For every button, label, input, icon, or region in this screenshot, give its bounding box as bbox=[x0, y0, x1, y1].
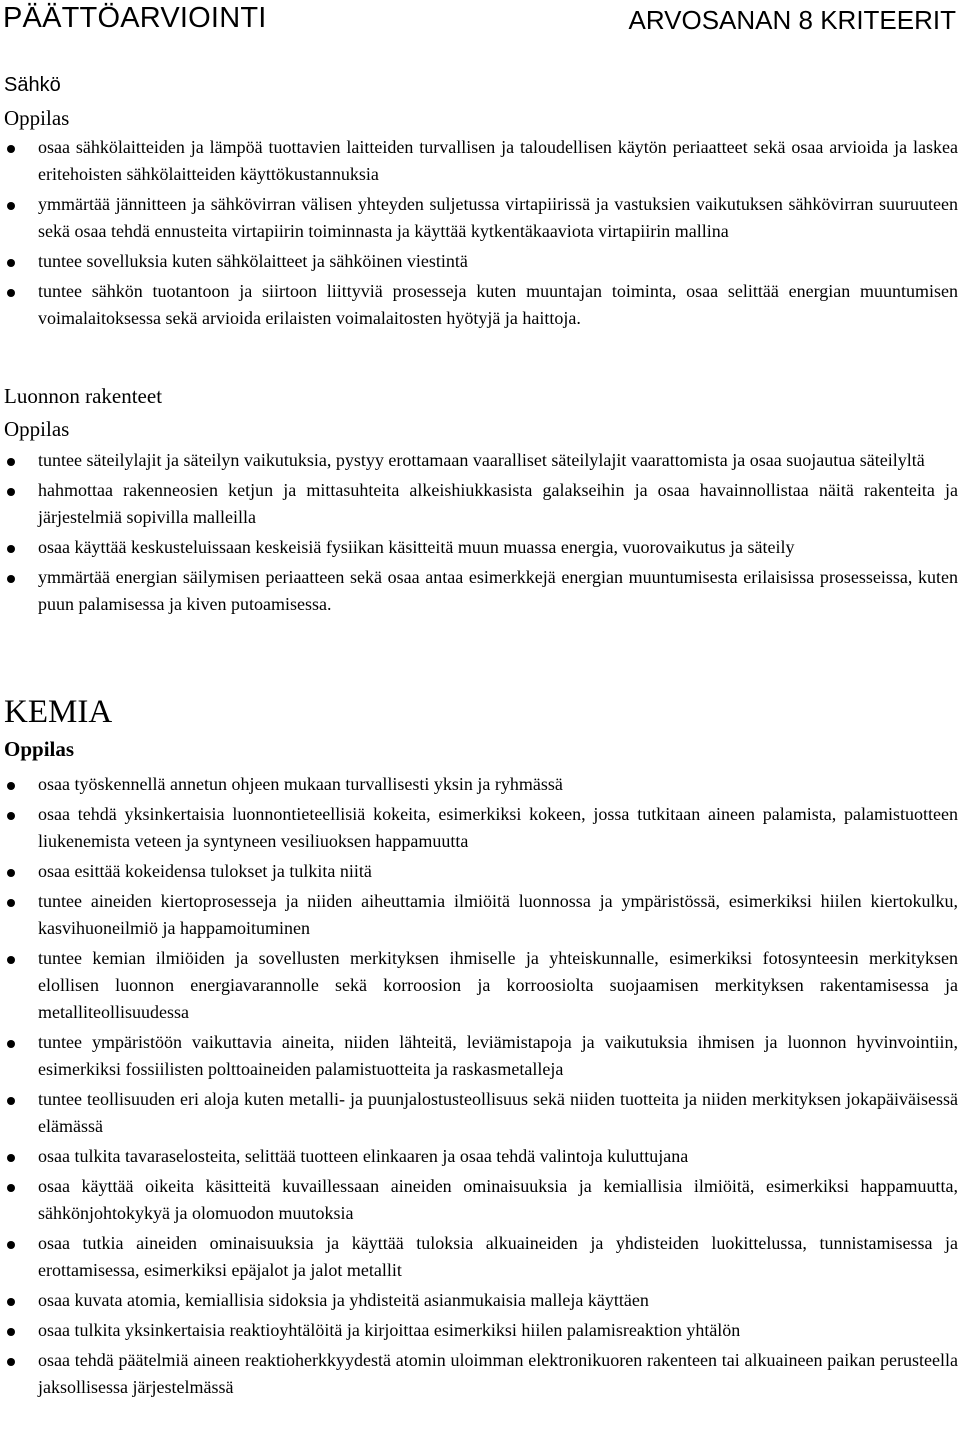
list-item: osaa sähkölaitteiden ja lämpöä tuottavien laitteiden turvallisen ja taloudellisen käytön periaatteet sekä osaa arvioida ja laskea eritehoisten sähkölaitteiden käyttökustannuksia bbox=[0, 134, 960, 188]
bullet-icon bbox=[7, 899, 15, 907]
grade-criteria-title: ARVOSANAN 8 KRITEERIT bbox=[628, 5, 956, 35]
list-item: tuntee sovelluksia kuten sähkölaitteet ja sähköinen viestintä bbox=[0, 248, 960, 275]
list-item: osaa käyttää oikeita käsitteitä kuvaillessaan aineiden ominaisuuksia ja kemiallisia ilmiöitä, esimerkiksi happamuutta, sähkönjohtokykyä ja olomuodon muutoksia bbox=[0, 1173, 960, 1227]
bullet-icon bbox=[7, 488, 15, 496]
bullet-icon bbox=[7, 1040, 15, 1048]
bullet-icon bbox=[7, 1154, 15, 1162]
section-heading-sahko: Sähkö bbox=[4, 74, 61, 96]
page-title: PÄÄTTÖARVIOINTI bbox=[3, 2, 267, 34]
list-item: tuntee kemian ilmiöiden ja sovellusten merkityksen ihmiselle ja yhteiskunnalle, esimerkiksi fotosynteesin merkityksen elollisen luonnon energiavarannolle sekä korroosion ja korroosiolta suojaamisen merkityksen rakentamisessa ja metalliteollisuudessa bbox=[0, 945, 960, 1026]
bullet-icon bbox=[7, 1328, 15, 1336]
section-list-luonnon-rakenteet bbox=[0, 447, 960, 621]
list-item: osaa tulkita tavaraselosteita, selittää tuotteen elinkaaren ja osaa tehdä valintoja kuluttujana bbox=[0, 1143, 960, 1170]
list-item: osaa esittää kokeidensa tulokset ja tulkita niitä bbox=[0, 858, 960, 885]
list-item: tuntee säteilylajit ja säteilyn vaikutuksia, pystyy erottamaan vaaralliset säteilylajit vaarattomista ja osaa suojautua säteilyltä bbox=[0, 447, 960, 474]
list-item: hahmottaa rakenneosien ketjun ja mittasuhteita alkeishiukkasista galakseihin ja osaa havainnollistaa näitä rakenteita ja järjestelmiä sopivilla malleilla bbox=[0, 477, 960, 531]
list-item: osaa käyttää keskusteluissaan keskeisiä fysiikan käsitteitä muun muassa energia, vuorovaikutus ja säteily bbox=[0, 534, 960, 561]
list-item: osaa tehdä yksinkertaisia luonnontieteellisiä kokeita, esimerkiksi kokeen, jossa tutkitaan aineen palamista, palamistuotteen liukenemista veteen ja syntyneen vesiliuoksen happamuutta bbox=[0, 801, 960, 855]
bullet-icon bbox=[7, 575, 15, 583]
list-item: tuntee teollisuuden eri aloja kuten metalli- ja puunjalostusteollisuus sekä niiden tuotteita ja niiden merkityksen jokapäiväisessä elämässä bbox=[0, 1086, 960, 1140]
list-item: tuntee sähkön tuotantoon ja siirtoon liittyviä prosesseja kuten muuntajan toiminta, osaa selittää energian muuntumisen voimalaitoksessa sekä arvioida erilaisten voimalaitosten hyötyjä ja haittoja. bbox=[0, 278, 960, 332]
list-item: osaa työskennellä annetun ohjeen mukaan turvallisesti yksin ja ryhmässä bbox=[0, 771, 960, 798]
section-list-kemia bbox=[0, 771, 960, 1404]
section-subheading-oppilas: Oppilas bbox=[4, 737, 75, 761]
section-heading-kemia: KEMIA bbox=[4, 694, 113, 730]
list-item: osaa tehdä päätelmiä aineen reaktioherkkyydestä atomin uloimman elektronikuoren rakenteen tai alkuaineen paikan perusteella jaksollisessa järjestelmässä bbox=[0, 1347, 960, 1401]
list-item: tuntee ympäristöön vaikuttavia aineita, niiden lähteitä, leviämistapoja ja vaikutuksia ihmisen ja luonnon hyvinvointiin, esimerkiksi fossiilisten polttoaineiden palamistuotteita ja raskasmetalleja bbox=[0, 1029, 960, 1083]
bullet-icon bbox=[7, 259, 15, 267]
list-item: ymmärtää jännitteen ja sähkövirran välisen yhteyden suljetussa virtapiirissä ja vastuksien vaikutuksen sähkövirran suuruuteen sekä osaa tehdä ennusteita virtapiirin toiminnasta ja käyttää kytkentäkaaviota virtapiirin mallina bbox=[0, 191, 960, 245]
bullet-icon bbox=[7, 289, 15, 297]
bullet-icon bbox=[7, 956, 15, 964]
bullet-icon bbox=[7, 1097, 15, 1105]
list-item: ymmärtää energian säilymisen periaatteen sekä osaa antaa esimerkkejä energian muuntumisesta erilaisissa prosesseissa, kuten puun palamisessa ja kiven putoamisessa. bbox=[0, 564, 960, 618]
section-list-sahko bbox=[0, 134, 960, 335]
page-header bbox=[0, 0, 960, 40]
bullet-icon bbox=[7, 1241, 15, 1249]
list-item: osaa tutkia aineiden ominaisuuksia ja käyttää tuloksia alkuaineiden ja yhdisteiden luokittelussa, tunnistamisessa ja erottamisessa, esimerkiksi epäjalot ja jalot metallit bbox=[0, 1230, 960, 1284]
bullet-icon bbox=[7, 458, 15, 466]
section-heading-luonnon-rakenteet: Luonnon rakenteet bbox=[4, 384, 163, 408]
bullet-icon bbox=[7, 1298, 15, 1306]
section-subheading-oppilas: Oppilas bbox=[4, 417, 70, 441]
bullet-icon bbox=[7, 1358, 15, 1366]
bullet-icon bbox=[7, 1184, 15, 1192]
bullet-icon bbox=[7, 869, 15, 877]
list-item: osaa tulkita yksinkertaisia reaktioyhtälöitä ja kirjoittaa esimerkiksi hiilen palamisreaktion yhtälön bbox=[0, 1317, 960, 1344]
list-item: tuntee aineiden kiertoprosesseja ja niiden aiheuttamia ilmiöitä luonnossa ja ympäristössä, esimerkiksi hiilen kiertokulku, kasvihuoneilmiö ja happamoituminen bbox=[0, 888, 960, 942]
bullet-icon bbox=[7, 202, 15, 210]
bullet-icon bbox=[7, 812, 15, 820]
bullet-icon bbox=[7, 145, 15, 153]
section-subheading-oppilas: Oppilas bbox=[4, 106, 70, 130]
bullet-icon bbox=[7, 782, 15, 790]
list-item: osaa kuvata atomia, kemiallisia sidoksia ja yhdisteitä asianmukaisia malleja käyttäen bbox=[0, 1287, 960, 1314]
bullet-icon bbox=[7, 545, 15, 553]
